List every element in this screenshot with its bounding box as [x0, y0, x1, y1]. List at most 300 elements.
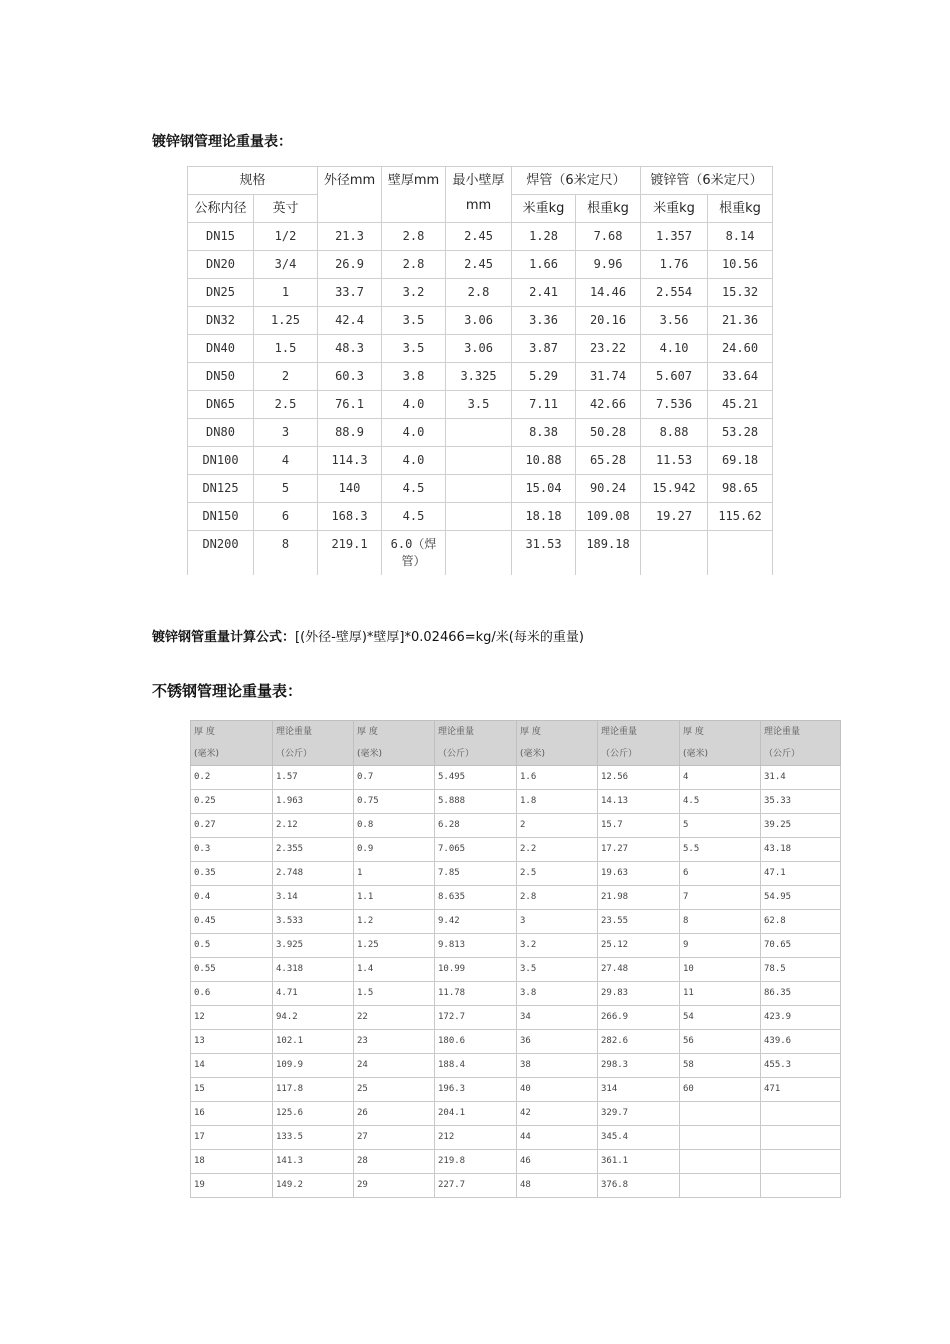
- table-row: [191, 766, 841, 790]
- cell-weight: 4.71: [273, 982, 354, 1006]
- cell-galv-m: 15.942: [641, 475, 708, 503]
- cell-weight: 4.318: [273, 958, 354, 982]
- cell-thickness: 2.8: [517, 886, 598, 910]
- cell-inch: 2: [254, 363, 318, 391]
- cell-thickness: 1.6: [517, 766, 598, 790]
- cell-weight: 329.7: [598, 1102, 680, 1126]
- cell-weight: 196.3: [435, 1078, 517, 1102]
- cell-inch: 1.5: [254, 335, 318, 363]
- cell-galv-p: 98.65: [708, 475, 773, 503]
- table-row: [188, 447, 773, 475]
- galvanized-table-title: 镀锌钢管理论重量表：: [152, 134, 292, 150]
- cell-galv-m: 1.357: [641, 223, 708, 251]
- cell-weight: 23.55: [598, 910, 680, 934]
- cell-weight: 149.2: [273, 1174, 354, 1198]
- cell-thickness: 0.3: [191, 838, 273, 862]
- cell-weight: 133.5: [273, 1126, 354, 1150]
- cell-thickness: 27: [354, 1126, 435, 1150]
- table-row: [188, 419, 773, 447]
- header-min-wall: [446, 167, 512, 223]
- cell-nominal: DN65: [188, 391, 254, 419]
- cell-weight: 12.56: [598, 766, 680, 790]
- cell-thickness: 19: [191, 1174, 273, 1198]
- galvanized-formula: [152, 626, 584, 645]
- cell-thickness: 6: [680, 862, 761, 886]
- cell-thickness: 0.45: [191, 910, 273, 934]
- cell-weight: 3.925: [273, 934, 354, 958]
- cell-thickness: 15: [191, 1078, 273, 1102]
- cell-weight: 7.85: [435, 862, 517, 886]
- cell-thickness: 0.25: [191, 790, 273, 814]
- cell-minwall: 2.45: [446, 251, 512, 279]
- header-top-cell: 理论重量: [761, 721, 841, 744]
- cell-thickness: 0.5: [191, 934, 273, 958]
- cell-weight: 1.57: [273, 766, 354, 790]
- table-row: [191, 790, 841, 814]
- cell-weight: 376.8: [598, 1174, 680, 1198]
- cell-wall: 4.5: [382, 475, 446, 503]
- cell-nominal: DN15: [188, 223, 254, 251]
- cell-wall: 3.2: [382, 279, 446, 307]
- cell-weight: 35.33: [761, 790, 841, 814]
- cell-weight: 39.25: [761, 814, 841, 838]
- cell-weight: 471: [761, 1078, 841, 1102]
- cell-wall: 3.5: [382, 335, 446, 363]
- header-outer-diameter-label: 外径: [323, 173, 350, 188]
- table-row: [191, 814, 841, 838]
- cell-thickness: 2.5: [517, 862, 598, 886]
- cell-weight: 314: [598, 1078, 680, 1102]
- cell-weight: 11.78: [435, 982, 517, 1006]
- cell-thickness: 56: [680, 1030, 761, 1054]
- cell-wall: 4.0: [382, 391, 446, 419]
- cell-galv-p: 8.14: [708, 223, 773, 251]
- cell-thickness: 24: [354, 1054, 435, 1078]
- cell-thickness: 54: [680, 1006, 761, 1030]
- cell-weight: 141.3: [273, 1150, 354, 1174]
- table-row: [191, 1102, 841, 1126]
- cell-weight: 9.42: [435, 910, 517, 934]
- stainless-table-title: 不锈钢管理论重量表：: [152, 682, 303, 700]
- cell-thickness: 29: [354, 1174, 435, 1198]
- cell-galv-p: 33.64: [708, 363, 773, 391]
- cell-inch: 4: [254, 447, 318, 475]
- header-bottom-cell: （公斤）: [273, 743, 354, 766]
- cell-thickness: 0.6: [191, 982, 273, 1006]
- cell-weight: 204.1: [435, 1102, 517, 1126]
- header-galv-meter-weight: 米重kg: [641, 195, 708, 223]
- cell-weight: 78.5: [761, 958, 841, 982]
- header-wall-unit: mm: [413, 173, 440, 188]
- cell-wall: 4.0: [382, 447, 446, 475]
- cell-weight: [761, 1126, 841, 1150]
- cell-welded-p: 7.68: [576, 223, 641, 251]
- table-row: [188, 307, 773, 335]
- cell-thickness: 44: [517, 1126, 598, 1150]
- cell-thickness: 2.2: [517, 838, 598, 862]
- table-row: [191, 862, 841, 886]
- table-row: [191, 1054, 841, 1078]
- table-row: [188, 363, 773, 391]
- cell-thickness: 14: [191, 1054, 273, 1078]
- header-bottom-cell: （公斤）: [435, 743, 517, 766]
- table-row: [191, 838, 841, 862]
- cell-thickness: 46: [517, 1150, 598, 1174]
- cell-galv-p: 10.56: [708, 251, 773, 279]
- header-top-cell: 理论重量: [273, 721, 354, 744]
- cell-thickness: 0.8: [354, 814, 435, 838]
- cell-thickness: 0.35: [191, 862, 273, 886]
- cell-weight: 125.6: [273, 1102, 354, 1126]
- cell-thickness: 3.5: [517, 958, 598, 982]
- header-bottom-cell: (毫米): [517, 743, 598, 766]
- cell-weight: [761, 1150, 841, 1174]
- cell-weight: 361.1: [598, 1150, 680, 1174]
- cell-outer: 26.9: [318, 251, 382, 279]
- cell-minwall: [446, 503, 512, 531]
- cell-galv-p: 21.36: [708, 307, 773, 335]
- cell-weight: 423.9: [761, 1006, 841, 1030]
- cell-thickness: 38: [517, 1054, 598, 1078]
- cell-inch: 1: [254, 279, 318, 307]
- cell-weight: [761, 1174, 841, 1198]
- cell-nominal: DN150: [188, 503, 254, 531]
- cell-weight: 2.355: [273, 838, 354, 862]
- cell-thickness: 1.5: [354, 982, 435, 1006]
- cell-thickness: 28: [354, 1150, 435, 1174]
- cell-welded-m: 3.87: [512, 335, 576, 363]
- cell-welded-p: 50.28: [576, 419, 641, 447]
- table-row: [188, 503, 773, 531]
- cell-weight: 17.27: [598, 838, 680, 862]
- cell-outer: 76.1: [318, 391, 382, 419]
- cell-weight: 212: [435, 1126, 517, 1150]
- table-row: [191, 886, 841, 910]
- cell-welded-m: 7.11: [512, 391, 576, 419]
- cell-nominal: DN100: [188, 447, 254, 475]
- cell-thickness: 9: [680, 934, 761, 958]
- cell-thickness: [680, 1150, 761, 1174]
- cell-minwall: 2.8: [446, 279, 512, 307]
- cell-thickness: 13: [191, 1030, 273, 1054]
- cell-weight: 188.4: [435, 1054, 517, 1078]
- cell-welded-p: 42.66: [576, 391, 641, 419]
- cell-outer: 219.1: [318, 531, 382, 575]
- cell-thickness: 0.4: [191, 886, 273, 910]
- table-row: [191, 1030, 841, 1054]
- cell-wall: 3.8: [382, 363, 446, 391]
- cell-thickness: 3.8: [517, 982, 598, 1006]
- cell-galv-m: 2.554: [641, 279, 708, 307]
- cell-thickness: 16: [191, 1102, 273, 1126]
- header-welded-meter-weight: 米重kg: [512, 195, 576, 223]
- cell-weight: 19.63: [598, 862, 680, 886]
- cell-thickness: 0.75: [354, 790, 435, 814]
- cell-thickness: 1.4: [354, 958, 435, 982]
- cell-weight: 298.3: [598, 1054, 680, 1078]
- header-spec: 规格: [188, 167, 318, 195]
- cell-minwall: [446, 531, 512, 575]
- header-top-cell: 厚 度: [680, 721, 761, 744]
- cell-nominal: DN40: [188, 335, 254, 363]
- cell-weight: 6.28: [435, 814, 517, 838]
- cell-weight: 86.35: [761, 982, 841, 1006]
- cell-inch: 8: [254, 531, 318, 575]
- header-top-cell: 厚 度: [191, 721, 273, 744]
- cell-outer: 42.4: [318, 307, 382, 335]
- table-row: [191, 1174, 841, 1198]
- cell-weight: 5.888: [435, 790, 517, 814]
- cell-minwall: 3.5: [446, 391, 512, 419]
- cell-weight: 21.98: [598, 886, 680, 910]
- cell-thickness: 4: [680, 766, 761, 790]
- cell-wall: 4.5: [382, 503, 446, 531]
- cell-thickness: 25: [354, 1078, 435, 1102]
- header-top-cell: 理论重量: [598, 721, 680, 744]
- cell-minwall: 3.06: [446, 335, 512, 363]
- cell-weight: 7.065: [435, 838, 517, 862]
- cell-weight: 9.813: [435, 934, 517, 958]
- header-bottom-cell: (毫米): [191, 743, 273, 766]
- cell-nominal: DN25: [188, 279, 254, 307]
- cell-weight: 62.8: [761, 910, 841, 934]
- cell-weight: 3.533: [273, 910, 354, 934]
- header-galv-piece-weight: 根重kg: [708, 195, 773, 223]
- cell-thickness: [680, 1174, 761, 1198]
- cell-thickness: 1.1: [354, 886, 435, 910]
- cell-thickness: 58: [680, 1054, 761, 1078]
- cell-welded-p: 189.18: [576, 531, 641, 575]
- cell-inch: 6: [254, 503, 318, 531]
- cell-galv-m: 4.10: [641, 335, 708, 363]
- cell-welded-p: 9.96: [576, 251, 641, 279]
- header-bottom-cell: (毫米): [354, 743, 435, 766]
- cell-weight: 15.7: [598, 814, 680, 838]
- cell-welded-m: 31.53: [512, 531, 576, 575]
- cell-thickness: 0.7: [354, 766, 435, 790]
- cell-thickness: 7: [680, 886, 761, 910]
- galvanized-weight-table: [187, 166, 773, 575]
- header-outer-diameter-unit: mm: [349, 173, 376, 188]
- header-bottom-cell: （公斤）: [598, 743, 680, 766]
- cell-thickness: 26: [354, 1102, 435, 1126]
- table-row: [188, 279, 773, 307]
- header-top-cell: 厚 度: [354, 721, 435, 744]
- cell-welded-m: 10.88: [512, 447, 576, 475]
- cell-thickness: 3: [517, 910, 598, 934]
- cell-nominal: DN32: [188, 307, 254, 335]
- cell-welded-m: 8.38: [512, 419, 576, 447]
- cell-weight: 3.14: [273, 886, 354, 910]
- cell-weight: 31.4: [761, 766, 841, 790]
- header-outer-diameter: [318, 167, 382, 223]
- cell-minwall: [446, 475, 512, 503]
- cell-welded-p: 31.74: [576, 363, 641, 391]
- cell-weight: 54.95: [761, 886, 841, 910]
- header-bottom-cell: (毫米): [680, 743, 761, 766]
- cell-thickness: 0.9: [354, 838, 435, 862]
- cell-thickness: 48: [517, 1174, 598, 1198]
- cell-galv-p: 45.21: [708, 391, 773, 419]
- cell-inch: 3/4: [254, 251, 318, 279]
- cell-weight: 1.963: [273, 790, 354, 814]
- table-row: [191, 982, 841, 1006]
- cell-weight: 47.1: [761, 862, 841, 886]
- table-row: [188, 531, 773, 575]
- cell-thickness: [680, 1126, 761, 1150]
- cell-galv-p: 115.62: [708, 503, 773, 531]
- cell-thickness: 0.2: [191, 766, 273, 790]
- cell-thickness: 12: [191, 1006, 273, 1030]
- cell-galv-m: [641, 531, 708, 575]
- cell-weight: 117.8: [273, 1078, 354, 1102]
- cell-galv-m: 19.27: [641, 503, 708, 531]
- cell-galv-p: 24.60: [708, 335, 773, 363]
- cell-galv-p: 69.18: [708, 447, 773, 475]
- cell-weight: 70.65: [761, 934, 841, 958]
- cell-welded-p: 14.46: [576, 279, 641, 307]
- table-row: [188, 251, 773, 279]
- cell-nominal: DN80: [188, 419, 254, 447]
- cell-weight: 439.6: [761, 1030, 841, 1054]
- table-row: [191, 934, 841, 958]
- cell-wall: 4.0: [382, 419, 446, 447]
- cell-thickness: 8: [680, 910, 761, 934]
- cell-galv-m: 7.536: [641, 391, 708, 419]
- cell-thickness: 60: [680, 1078, 761, 1102]
- cell-thickness: 4.5: [680, 790, 761, 814]
- table-row: [191, 1006, 841, 1030]
- cell-weight: 29.83: [598, 982, 680, 1006]
- table-row: [191, 1150, 841, 1174]
- cell-welded-m: 5.29: [512, 363, 576, 391]
- cell-welded-m: 15.04: [512, 475, 576, 503]
- cell-thickness: 5.5: [680, 838, 761, 862]
- cell-nominal: DN20: [188, 251, 254, 279]
- header-top-cell: 厚 度: [517, 721, 598, 744]
- cell-weight: 219.8: [435, 1150, 517, 1174]
- cell-thickness: 0.55: [191, 958, 273, 982]
- cell-nominal: DN125: [188, 475, 254, 503]
- cell-welded-p: 109.08: [576, 503, 641, 531]
- cell-thickness: 2: [517, 814, 598, 838]
- cell-minwall: 3.06: [446, 307, 512, 335]
- cell-weight: 10.99: [435, 958, 517, 982]
- cell-welded-m: 1.66: [512, 251, 576, 279]
- table-row: [191, 1078, 841, 1102]
- cell-thickness: 10: [680, 958, 761, 982]
- cell-welded-p: 20.16: [576, 307, 641, 335]
- cell-weight: 94.2: [273, 1006, 354, 1030]
- cell-weight: 2.12: [273, 814, 354, 838]
- header-wall: [382, 167, 446, 223]
- cell-nominal: DN50: [188, 363, 254, 391]
- table-row: [191, 910, 841, 934]
- cell-galv-m: 3.56: [641, 307, 708, 335]
- cell-nominal: DN200: [188, 531, 254, 575]
- cell-thickness: 0.27: [191, 814, 273, 838]
- cell-galv-m: 8.88: [641, 419, 708, 447]
- cell-thickness: 5: [680, 814, 761, 838]
- cell-thickness: [680, 1102, 761, 1126]
- cell-galv-p: 15.32: [708, 279, 773, 307]
- cell-weight: 102.1: [273, 1030, 354, 1054]
- header-bottom-cell: （公斤）: [761, 743, 841, 766]
- cell-galv-p: [708, 531, 773, 575]
- header-nominal: 公称内径: [188, 195, 254, 223]
- cell-inch: 3: [254, 419, 318, 447]
- formula-text: [(外径-壁厚)*壁厚]*0.02466=kg/米(每米的重量): [295, 630, 584, 645]
- cell-thickness: 18: [191, 1150, 273, 1174]
- cell-minwall: [446, 447, 512, 475]
- cell-weight: 43.18: [761, 838, 841, 862]
- cell-welded-m: 2.41: [512, 279, 576, 307]
- cell-weight: 14.13: [598, 790, 680, 814]
- cell-thickness: 23: [354, 1030, 435, 1054]
- cell-inch: 1/2: [254, 223, 318, 251]
- cell-weight: [761, 1102, 841, 1126]
- cell-galv-m: 5.607: [641, 363, 708, 391]
- table-row: [188, 475, 773, 503]
- cell-outer: 33.7: [318, 279, 382, 307]
- table-row: [191, 958, 841, 982]
- cell-wall: 2.8: [382, 223, 446, 251]
- cell-welded-m: 3.36: [512, 307, 576, 335]
- cell-weight: 109.9: [273, 1054, 354, 1078]
- cell-wall: 3.5: [382, 307, 446, 335]
- cell-welded-m: 18.18: [512, 503, 576, 531]
- cell-thickness: 1: [354, 862, 435, 886]
- header-wall-label: 壁厚: [387, 173, 414, 188]
- cell-thickness: 3.2: [517, 934, 598, 958]
- cell-thickness: 22: [354, 1006, 435, 1030]
- cell-thickness: 36: [517, 1030, 598, 1054]
- table-row: [188, 335, 773, 363]
- cell-outer: 114.3: [318, 447, 382, 475]
- cell-welded-p: 65.28: [576, 447, 641, 475]
- stainless-weight-table: [190, 720, 841, 1198]
- cell-weight: 345.4: [598, 1126, 680, 1150]
- table-row: [188, 391, 773, 419]
- cell-outer: 168.3: [318, 503, 382, 531]
- formula-label: 镀锌钢管重量计算公式：: [152, 630, 296, 645]
- table-row: [188, 223, 773, 251]
- cell-wall: 2.8: [382, 251, 446, 279]
- cell-inch: 1.25: [254, 307, 318, 335]
- cell-weight: 172.7: [435, 1006, 517, 1030]
- cell-inch: 2.5: [254, 391, 318, 419]
- cell-outer: 21.3: [318, 223, 382, 251]
- header-min-wall-label: 最小壁厚: [452, 173, 505, 188]
- cell-outer: 60.3: [318, 363, 382, 391]
- cell-weight: 8.635: [435, 886, 517, 910]
- cell-weight: 27.48: [598, 958, 680, 982]
- cell-thickness: 1.8: [517, 790, 598, 814]
- cell-galv-m: 11.53: [641, 447, 708, 475]
- cell-thickness: 34: [517, 1006, 598, 1030]
- cell-thickness: 17: [191, 1126, 273, 1150]
- cell-minwall: 2.45: [446, 223, 512, 251]
- table-row: [191, 1126, 841, 1150]
- cell-weight: 25.12: [598, 934, 680, 958]
- cell-weight: 5.495: [435, 766, 517, 790]
- cell-welded-p: 23.22: [576, 335, 641, 363]
- cell-galv-p: 53.28: [708, 419, 773, 447]
- cell-welded-m: 1.28: [512, 223, 576, 251]
- header-inch: 英寸: [254, 195, 318, 223]
- cell-outer: 88.9: [318, 419, 382, 447]
- cell-welded-p: 90.24: [576, 475, 641, 503]
